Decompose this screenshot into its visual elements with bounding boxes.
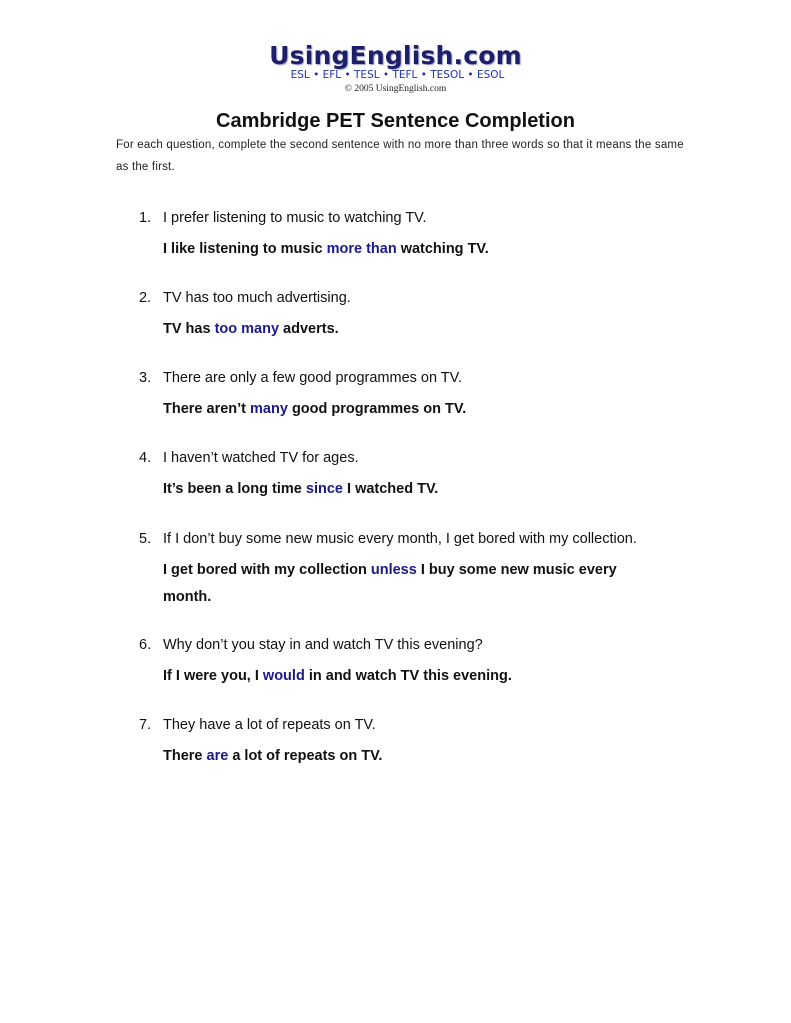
- answer-text: are: [206, 748, 229, 764]
- rewrite-after: in and watch TV this evening.: [304, 668, 512, 684]
- question-item: [139, 530, 699, 611]
- question-prompt: I prefer listening to music to watching TV.: [163, 210, 427, 226]
- question-rewrite: [163, 557, 663, 611]
- rewrite-before: I like listening to music: [163, 241, 327, 257]
- question-rewrite: [163, 396, 699, 423]
- rewrite-before: There aren’t: [163, 401, 251, 417]
- rewrite-after: adverts.: [279, 321, 339, 337]
- question-item: [139, 369, 699, 423]
- rewrite-after: a lot of repeats on TV.: [228, 748, 383, 764]
- rewrite-before: If I were you, I: [163, 668, 263, 684]
- answer-text: more than: [326, 241, 397, 257]
- answer-text: would: [262, 668, 305, 684]
- question-prompt: There are only a few good programmes on TV.: [163, 370, 463, 386]
- logo-tagline: ESL • EFL • TESL • TEFL • TESOL • ESOL: [290, 69, 505, 81]
- question-number: 3.: [139, 370, 152, 386]
- question-number: 6.: [139, 637, 152, 653]
- answer-text: too many: [214, 321, 280, 337]
- rewrite-after: I buy some new music every month.: [163, 562, 617, 605]
- question-number: 4.: [139, 450, 152, 466]
- instructions-text: For each question, complete the second sentence with no more than three words so that it means the same as the first.: [116, 139, 684, 173]
- answer-text: many: [250, 401, 288, 417]
- rewrite-after: I watched TV.: [342, 481, 439, 497]
- question-rewrite: [163, 743, 699, 770]
- question-number: 1.: [139, 210, 152, 226]
- question-prompt: If I don’t buy some new music every month, I get bored with my collection.: [163, 531, 637, 547]
- question-number: 5.: [139, 531, 152, 547]
- question-item: [139, 636, 699, 690]
- question-rewrite: [163, 476, 699, 503]
- question-item: [139, 716, 699, 770]
- answer-text: unless: [370, 562, 417, 578]
- site-logo: UsingEnglish.com: [269, 41, 522, 70]
- copyright-notice: © 2005 UsingEnglish.com: [344, 84, 447, 94]
- question-prompt: Why don’t you stay in and watch TV this evening?: [163, 637, 483, 653]
- question-item: [139, 209, 699, 263]
- answer-text: since: [305, 481, 343, 497]
- question-prompt: I haven’t watched TV for ages.: [163, 450, 359, 466]
- question-item: [139, 449, 699, 503]
- question-rewrite: [163, 236, 699, 263]
- rewrite-before: There: [163, 748, 207, 764]
- page-title: Cambridge PET Sentence Completion: [216, 110, 575, 132]
- rewrite-before: TV has: [163, 321, 215, 337]
- question-rewrite: [163, 316, 699, 343]
- question-item: [139, 289, 699, 343]
- rewrite-before: I get bored with my collection: [163, 562, 371, 578]
- question-number: 2.: [139, 290, 152, 306]
- question-number: 7.: [139, 717, 152, 733]
- question-prompt: TV has too much advertising.: [163, 290, 351, 306]
- site-header: [0, 42, 791, 95]
- question-rewrite: [163, 663, 699, 690]
- question-prompt: They have a lot of repeats on TV.: [163, 717, 376, 733]
- rewrite-before: It’s been a long time: [163, 481, 306, 497]
- rewrite-after: good programmes on TV.: [287, 401, 467, 417]
- rewrite-after: watching TV.: [396, 241, 489, 257]
